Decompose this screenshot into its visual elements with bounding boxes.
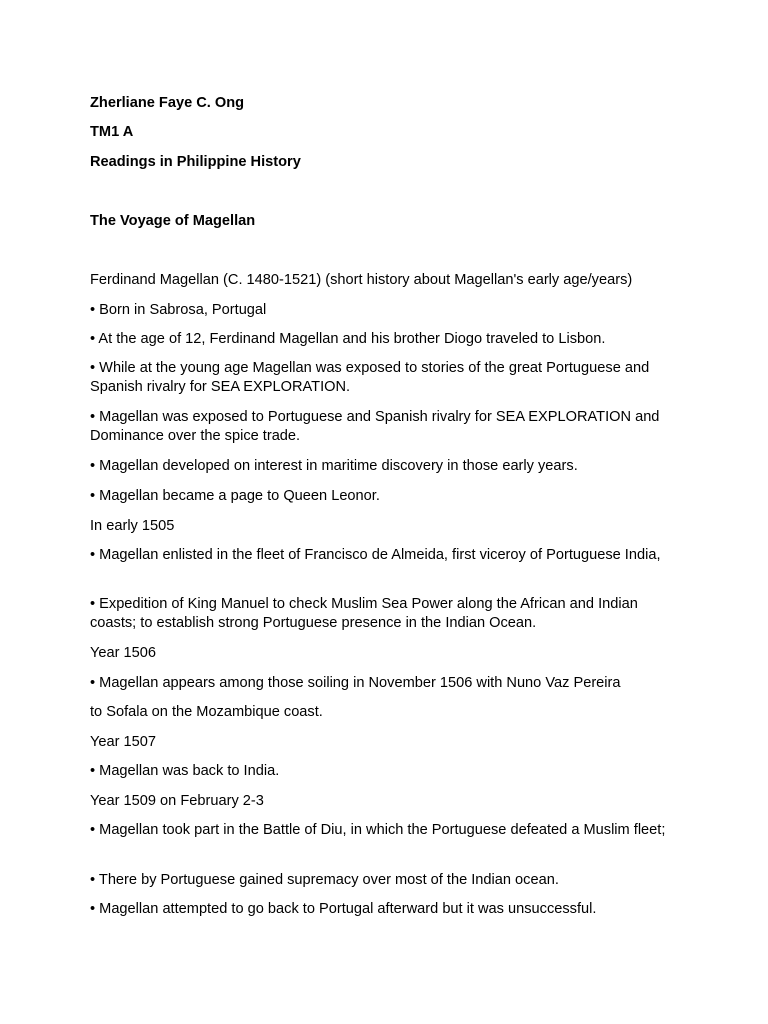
- list-item: • Magellan enlisted in the fleet of Francisco de Almeida, first viceroy of Portuguese India,: [90, 547, 661, 563]
- list-item: • While at the young age Magellan was exposed to stories of the great Portuguese and Spanish rivalry for SEA EXPLORATION.: [90, 360, 650, 395]
- list-item: • Magellan was exposed to Portuguese and Spanish rivalry for SEA EXPLORATION and Dominance over the spice trade.: [90, 409, 660, 444]
- section-heading-1509: Year 1509 on February 2-3: [90, 793, 264, 809]
- document-title: The Voyage of Magellan: [90, 213, 256, 229]
- section-heading-1506: Year 1506: [90, 645, 157, 661]
- list-item-continued: to Sofala on the Mozambique coast.: [90, 704, 323, 720]
- list-item: • Magellan developed on interest in maritime discovery in those early years.: [90, 458, 578, 474]
- list-item: • Magellan became a page to Queen Leonor.: [90, 488, 380, 504]
- list-item: • Magellan was back to India.: [90, 763, 280, 779]
- list-item: • Magellan appears among those soiling in November 1506 with Nuno Vaz Pereira: [90, 675, 621, 691]
- section-heading-1505: In early 1505: [90, 518, 175, 534]
- section-heading-1507: Year 1507: [90, 734, 157, 750]
- list-item: • Expedition of King Manuel to check Muslim Sea Power along the African and Indian coasts; to establish strong Portuguese presence in the Indian Ocean.: [90, 596, 638, 631]
- class-section: TM1 A: [90, 124, 134, 140]
- course-title: Readings in Philippine History: [90, 154, 301, 170]
- author-name: Zherliane Faye C. Ong: [90, 95, 245, 111]
- list-item: • At the age of 12, Ferdinand Magellan and his brother Diogo traveled to Lisbon.: [90, 331, 606, 347]
- list-item: • Magellan took part in the Battle of Diu, in which the Portuguese defeated a Muslim fleet;: [90, 822, 666, 838]
- intro-paragraph: Ferdinand Magellan (C. 1480-1521) (short history about Magellan's early age/years): [90, 272, 633, 288]
- list-item: • There by Portuguese gained supremacy over most of the Indian ocean.: [90, 872, 559, 888]
- list-item: • Magellan attempted to go back to Portugal afterward but it was unsuccessful.: [90, 901, 597, 917]
- list-item: • Born in Sabrosa, Portugal: [90, 302, 267, 318]
